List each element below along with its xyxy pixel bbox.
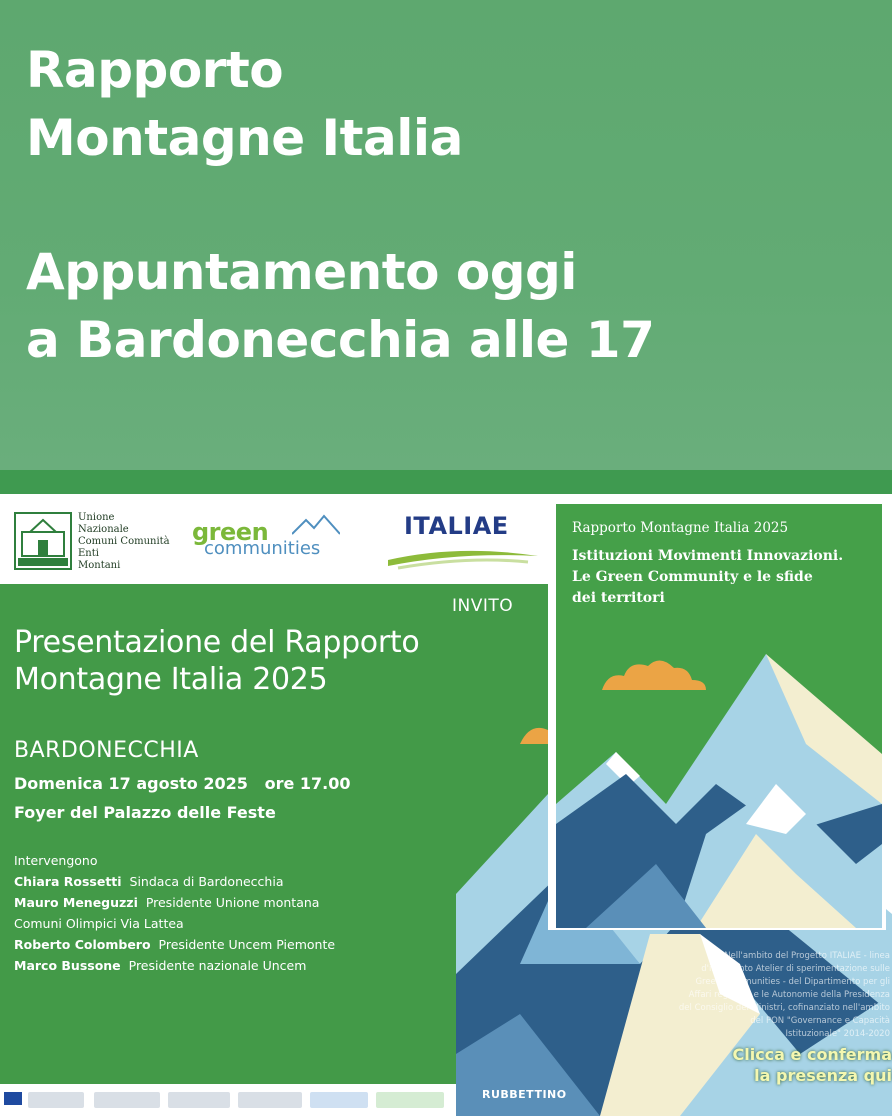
dept-regional-affairs-logo <box>238 1092 302 1108</box>
book-cover <box>548 498 886 930</box>
banner-line-3: Appuntamento oggi <box>26 243 577 301</box>
speaker-row: Chiara Rossetti Sindaca di Bardonecchia <box>14 874 284 889</box>
event-date: Domenica 17 agosto 2025 ore 17.00 <box>14 774 351 793</box>
banner-title <box>26 36 866 374</box>
italiae-logo <box>388 508 538 572</box>
green-communities-logo <box>192 514 342 564</box>
headline-banner <box>0 0 892 470</box>
book-cover-art <box>556 504 882 928</box>
speaker-row: Comuni Olimpici Via Lattea <box>14 916 184 931</box>
italiae-swoosh-icon <box>388 542 538 572</box>
speaker-row: Roberto Colombero Presidente Uncem Piemonte <box>14 937 336 952</box>
book-subtitle: Rapporto Montagne Italia 2025 <box>572 520 789 536</box>
mountain-outline-icon <box>292 514 340 536</box>
banner-divider <box>0 470 892 494</box>
speakers-heading: Intervengono <box>14 853 98 868</box>
sponsor-logo-strip <box>0 1084 456 1116</box>
banner-line-1: Rapporto <box>26 41 284 99</box>
book-title: Istituzioni Movimenti Innovazioni. Le Green Community e le sfide dei territori <box>572 548 844 606</box>
uncem-name: Unione Nazionale Comuni Comunità Enti Montani <box>78 512 170 571</box>
pon-logo <box>310 1092 368 1108</box>
dept-cohesion-logo <box>94 1092 160 1108</box>
eu-flag-icon <box>4 1092 22 1105</box>
speaker-row: Mauro Meneguzzi Presidente Unione montana <box>14 895 320 910</box>
poc-logo <box>376 1092 444 1108</box>
eu-funds-logo <box>28 1092 84 1108</box>
presentation-title: Presentazione del Rapporto Montagne Italia 2025 <box>14 625 420 697</box>
green-word: green <box>192 518 269 546</box>
communities-word: communities <box>204 538 321 559</box>
rsvp-call-to-action[interactable]: Clicca e conferma la presenza qui <box>732 1045 892 1085</box>
publisher-logo: RUBBETTINO <box>482 1088 567 1101</box>
speakers-list <box>14 850 454 976</box>
event-city: BARDONECCHIA <box>14 738 199 763</box>
banner-line-2: Montagne Italia <box>26 109 463 167</box>
banner-line-4: a Bardonecchia alle 17 <box>26 311 655 369</box>
event-place: Foyer del Palazzo delle Feste <box>14 803 276 822</box>
speaker-row: Marco Bussone Presidente nazionale Uncem <box>14 958 307 973</box>
dept-public-function-logo <box>168 1092 230 1108</box>
invito-label: INVITO <box>452 596 514 616</box>
italiae-word: ITALIAE <box>404 512 509 540</box>
invitation-image[interactable] <box>0 494 892 1116</box>
project-note: Nell'ambito del Progetto ITALIAE - linea d'intervento Atelier di sperimentazione sulle Green Communities - del Dipartimento per gli Affari regionali e le Autonomie della Presidenza del Consiglio dei Ministri, cofinanziato nell'ambito del PON "Governance e Capacità Istituzionale" 2014-2020 <box>678 951 890 1039</box>
uncem-logo <box>14 512 72 570</box>
logo-bar <box>0 494 548 584</box>
